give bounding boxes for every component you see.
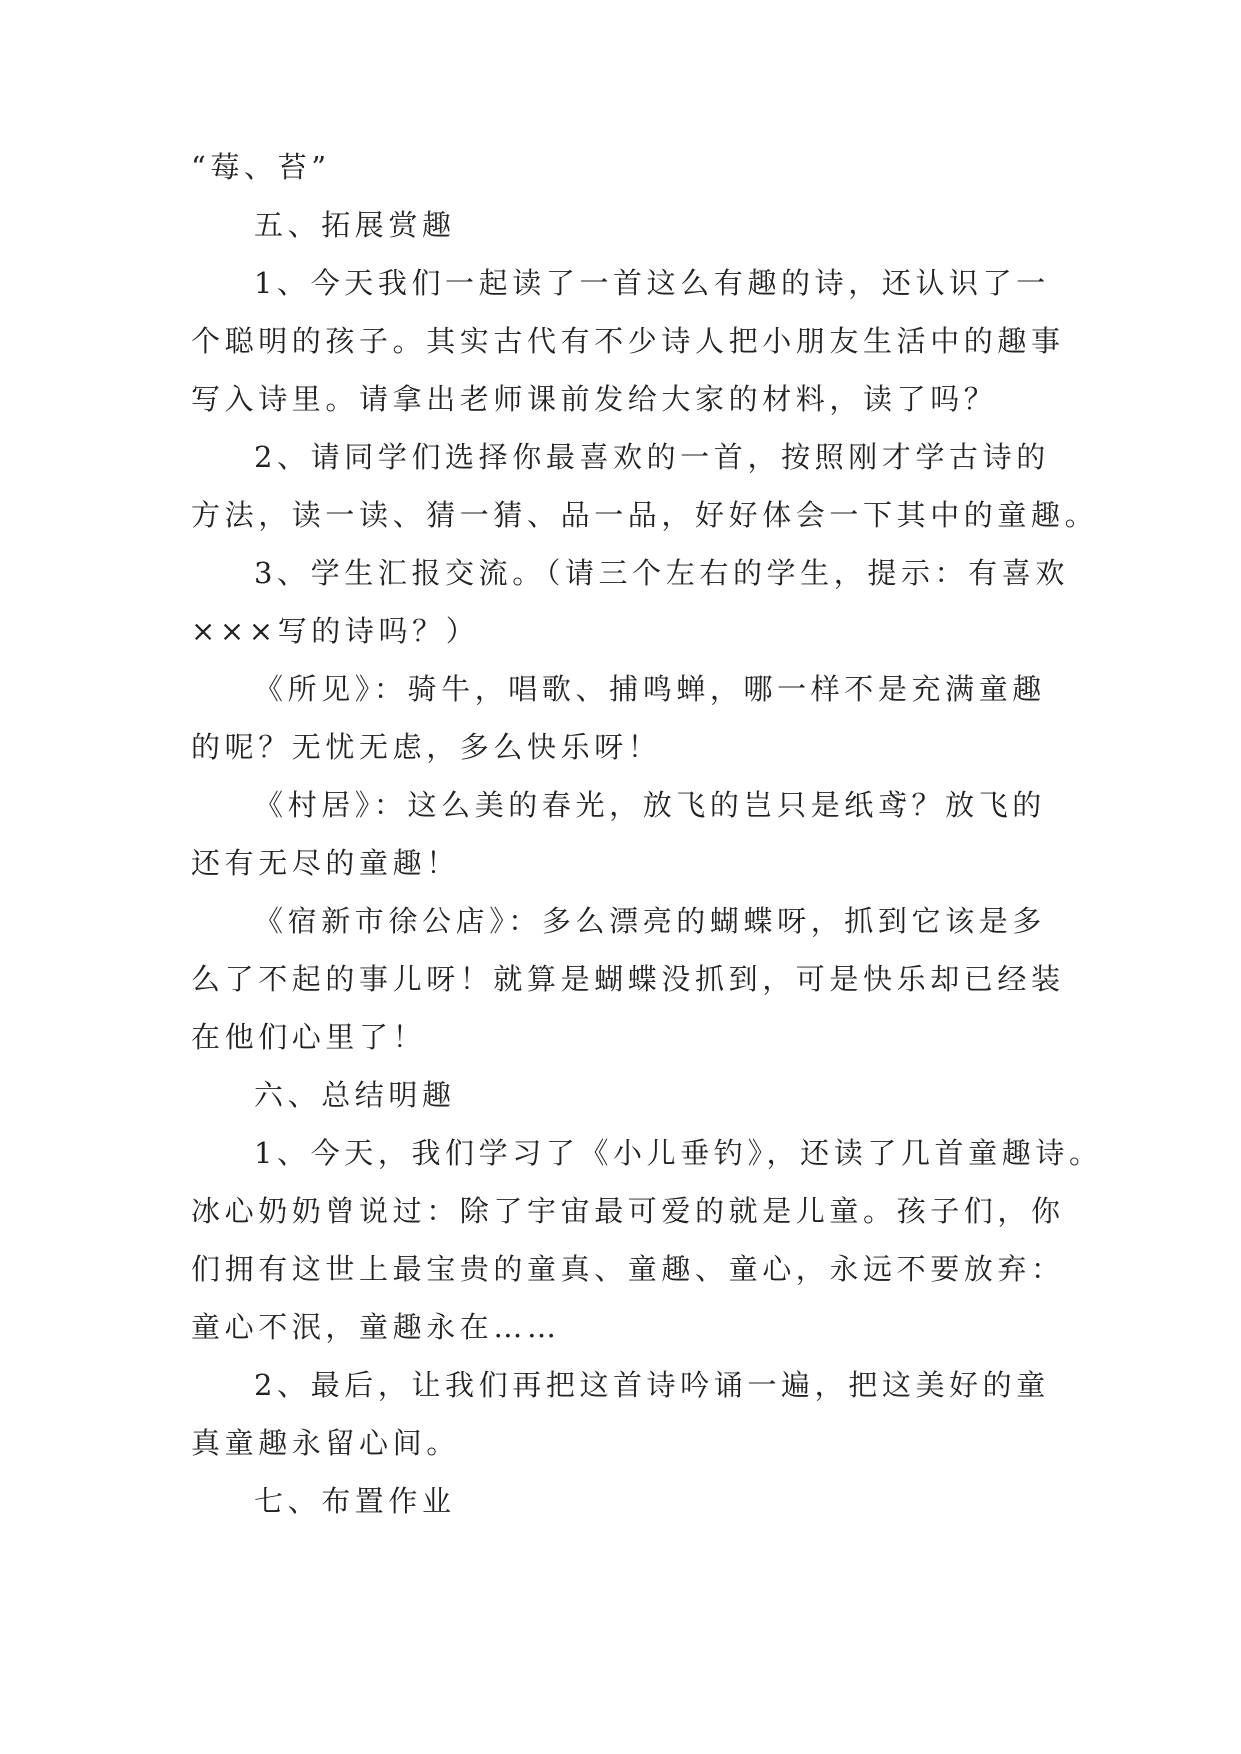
- paragraph-line: 写入诗里。请拿出老师课前发给大家的材料，读了吗？: [191, 382, 998, 416]
- paragraph-line: 在他们心里了！: [191, 1020, 427, 1054]
- paragraph-line: 1、今天，我们学习了《小儿垂钓》，还读了几首童趣诗。: [254, 1136, 1103, 1170]
- paragraph-line: 真童趣永留心间。: [191, 1426, 460, 1460]
- paragraph-line: 2、最后，让我们再把这首诗吟诵一遍，把这美好的童: [254, 1368, 1050, 1402]
- section-heading: 七、布置作业: [254, 1484, 456, 1518]
- paragraph-line: 童心不泯，童趣永在……: [191, 1310, 561, 1344]
- section-heading: 六、总结明趣: [254, 1078, 456, 1112]
- paragraph-line: 还有无尽的童趣！: [191, 846, 460, 880]
- paragraph-line: 的呢？无忧无虑，多么快乐呀！: [191, 730, 662, 764]
- paragraph-line: 冰心奶奶曾说过：除了宇宙最可爱的就是儿童。孩子们，你: [191, 1194, 1065, 1228]
- section-heading: 五、拓展赏趣: [254, 208, 456, 242]
- paragraph-line: 1、今天我们一起读了一首这么有趣的诗，还认识了一: [254, 266, 1050, 300]
- paragraph-line: 《宿新市徐公店》：多么漂亮的蝴蝶呀，抓到它该是多: [254, 904, 1046, 938]
- text-line: “莓、苔”: [191, 150, 331, 184]
- paragraph-line: 2、请同学们选择你最喜欢的一首，按照刚才学古诗的: [254, 440, 1050, 474]
- paragraph-line: 《村居》：这么美的春光，放飞的岂只是纸鸢？放飞的: [254, 788, 1046, 822]
- paragraph-line: 《所见》：骑牛，唱歌、捕鸣蝉，哪一样不是充满童趣: [254, 672, 1046, 706]
- paragraph-line: 方法，读一读、猜一猜、品一品，好好体会一下其中的童趣。: [191, 498, 1099, 532]
- paragraph-line: ×××写的诗吗？）: [191, 614, 480, 648]
- paragraph-line: 们拥有这世上最宝贵的童真、童趣、童心，永远不要放弃：: [191, 1252, 1065, 1286]
- paragraph-line: 3、学生汇报交流。（请三个左右的学生，提示：有喜欢: [254, 556, 1069, 590]
- paragraph-line: 个聪明的孩子。其实古代有不少诗人把小朋友生活中的趣事: [191, 324, 1065, 358]
- paragraph-line: 么了不起的事儿呀！就算是蝴蝶没抓到，可是快乐却已经装: [191, 962, 1065, 996]
